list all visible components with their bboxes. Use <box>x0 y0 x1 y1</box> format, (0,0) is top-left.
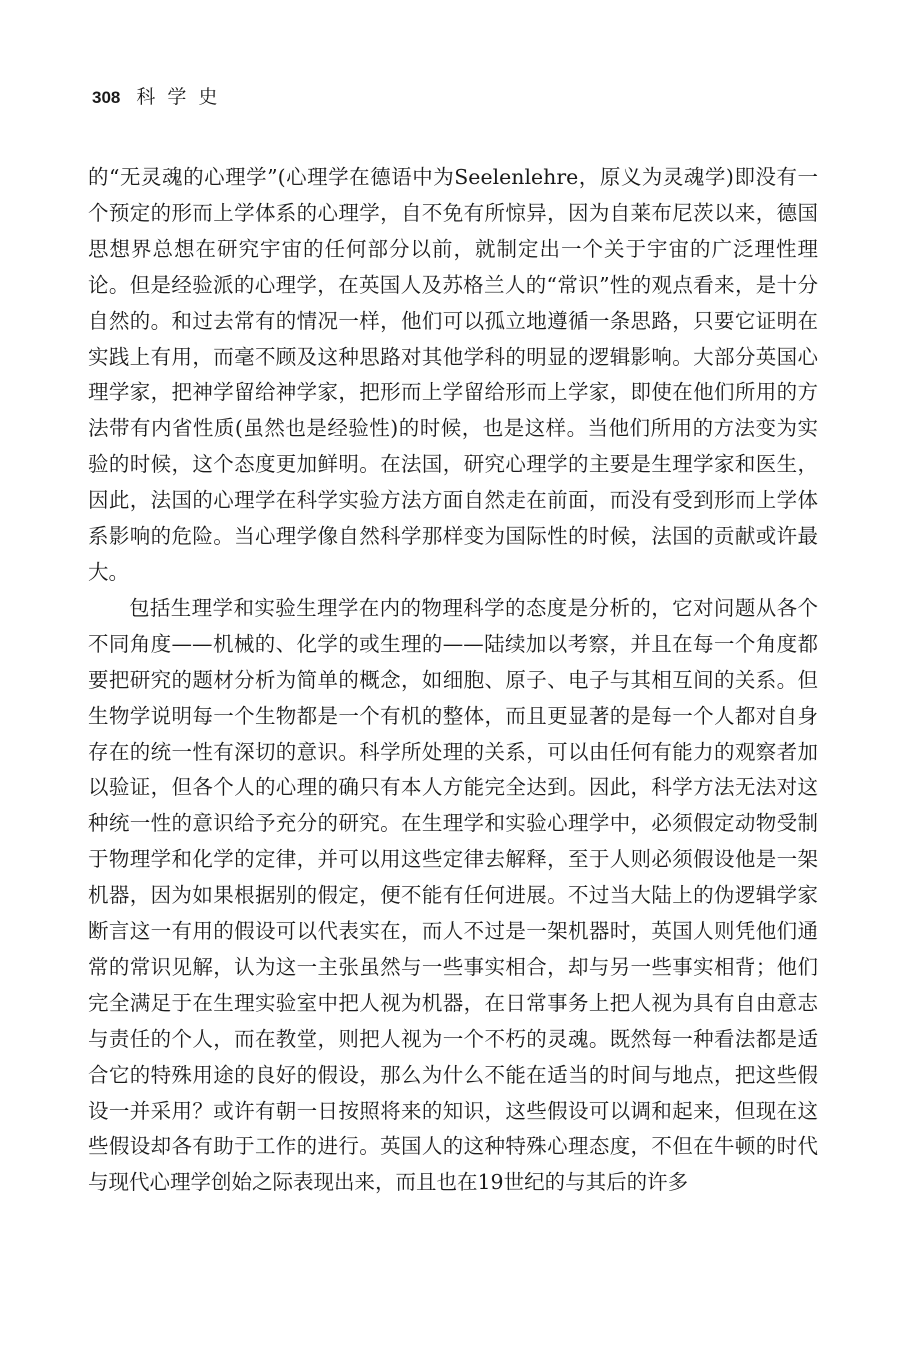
page-number: 308 <box>92 88 121 107</box>
paragraph-continued: 的“无灵魂的心理学”(心理学在德语中为Seelenlehre，原义为灵魂学)即没有一个预定的形而上学体系的心理学，自不免有所惊异，因为自莱布尼茨以来，德国思想界总想在研究宇宙的任何部分以前，就制定出一个关于宇宙的广泛理性理论。但是经验派的心理学，在英国人及苏格兰人的“常识”性的观点看来，是十分自然的。和过去常有的情况一样，他们可以孤立地遵循一条思路，只要它证明在实践上有用，而毫不顾及这种思路对其他学科的明显的逻辑影响。大部分英国心理学家，把神学留给神学家，把形而上学留给形而上学家，即使在他们所用的方法带有内省性质(虽然也是经验性)的时候，也是这样。当他们所用的方法变为实验的时候，这个态度更加鲜明。在法国，研究心理学的主要是生理学家和医生，因此，法国的心理学在科学实验方法方面自然走在前面，而没有受到形而上学体系影响的危险。当心理学像自然科学那样变为国际性的时候，法国的贡献或许最大。 <box>88 165 818 584</box>
page-header <box>92 82 229 112</box>
body-text <box>88 160 818 1201</box>
paragraph-physical-sciences: 包括生理学和实验生理学在内的物理科学的态度是分析的，它对问题从各个不同角度——机械的、化学的或生理的——陆续加以考察，并且在每一个角度都要把研究的题材分析为简单的概念，如细胞、原子、电子与其相互间的关系。但生物学说明每一个生物都是一个有机的整体，而且更显著的是每一个人都对自身存在的统一性有深切的意识。科学所处理的关系，可以由任何有能力的观察者加以验证，但各个人的心理的确只有本人方能完全达到。因此，科学方法无法对这种统一性的意识给予充分的研究。在生理学和实验心理学中，必须假定动物受制于物理学和化学的定律，并可以用这些定律去解释，至于人则必须假设他是一架机器，因为如果根据别的假定，便不能有任何进展。不过当大陆上的伪逻辑学家断言这一有用的假设可以代表实在，而人不过是一架机器时，英国人则凭他们通常的常识见解，认为这一主张虽然与一些事实相合，却与另一些事实相背；他们完全满足于在生理实验室中把人视为机器，在日常事务上把人视为具有自由意志与责任的个人，而在教堂，则把人视为一个不朽的灵魂。既然每一种看法都是适合它的特殊用途的良好的假设，那么为什么不能在适当的时间与地点，把这些假设一并采用？或许有朝一日按照将来的知识，这些假设可以调和起来，但现在这些假设却各有助于工作的进行。英国人的这种特殊心理态度，不但在牛顿的时代与现代心理学创始之际表现出来，而且也在19世纪的与其后的许多 <box>88 595 818 1195</box>
running-title: 科学史 <box>136 86 230 108</box>
